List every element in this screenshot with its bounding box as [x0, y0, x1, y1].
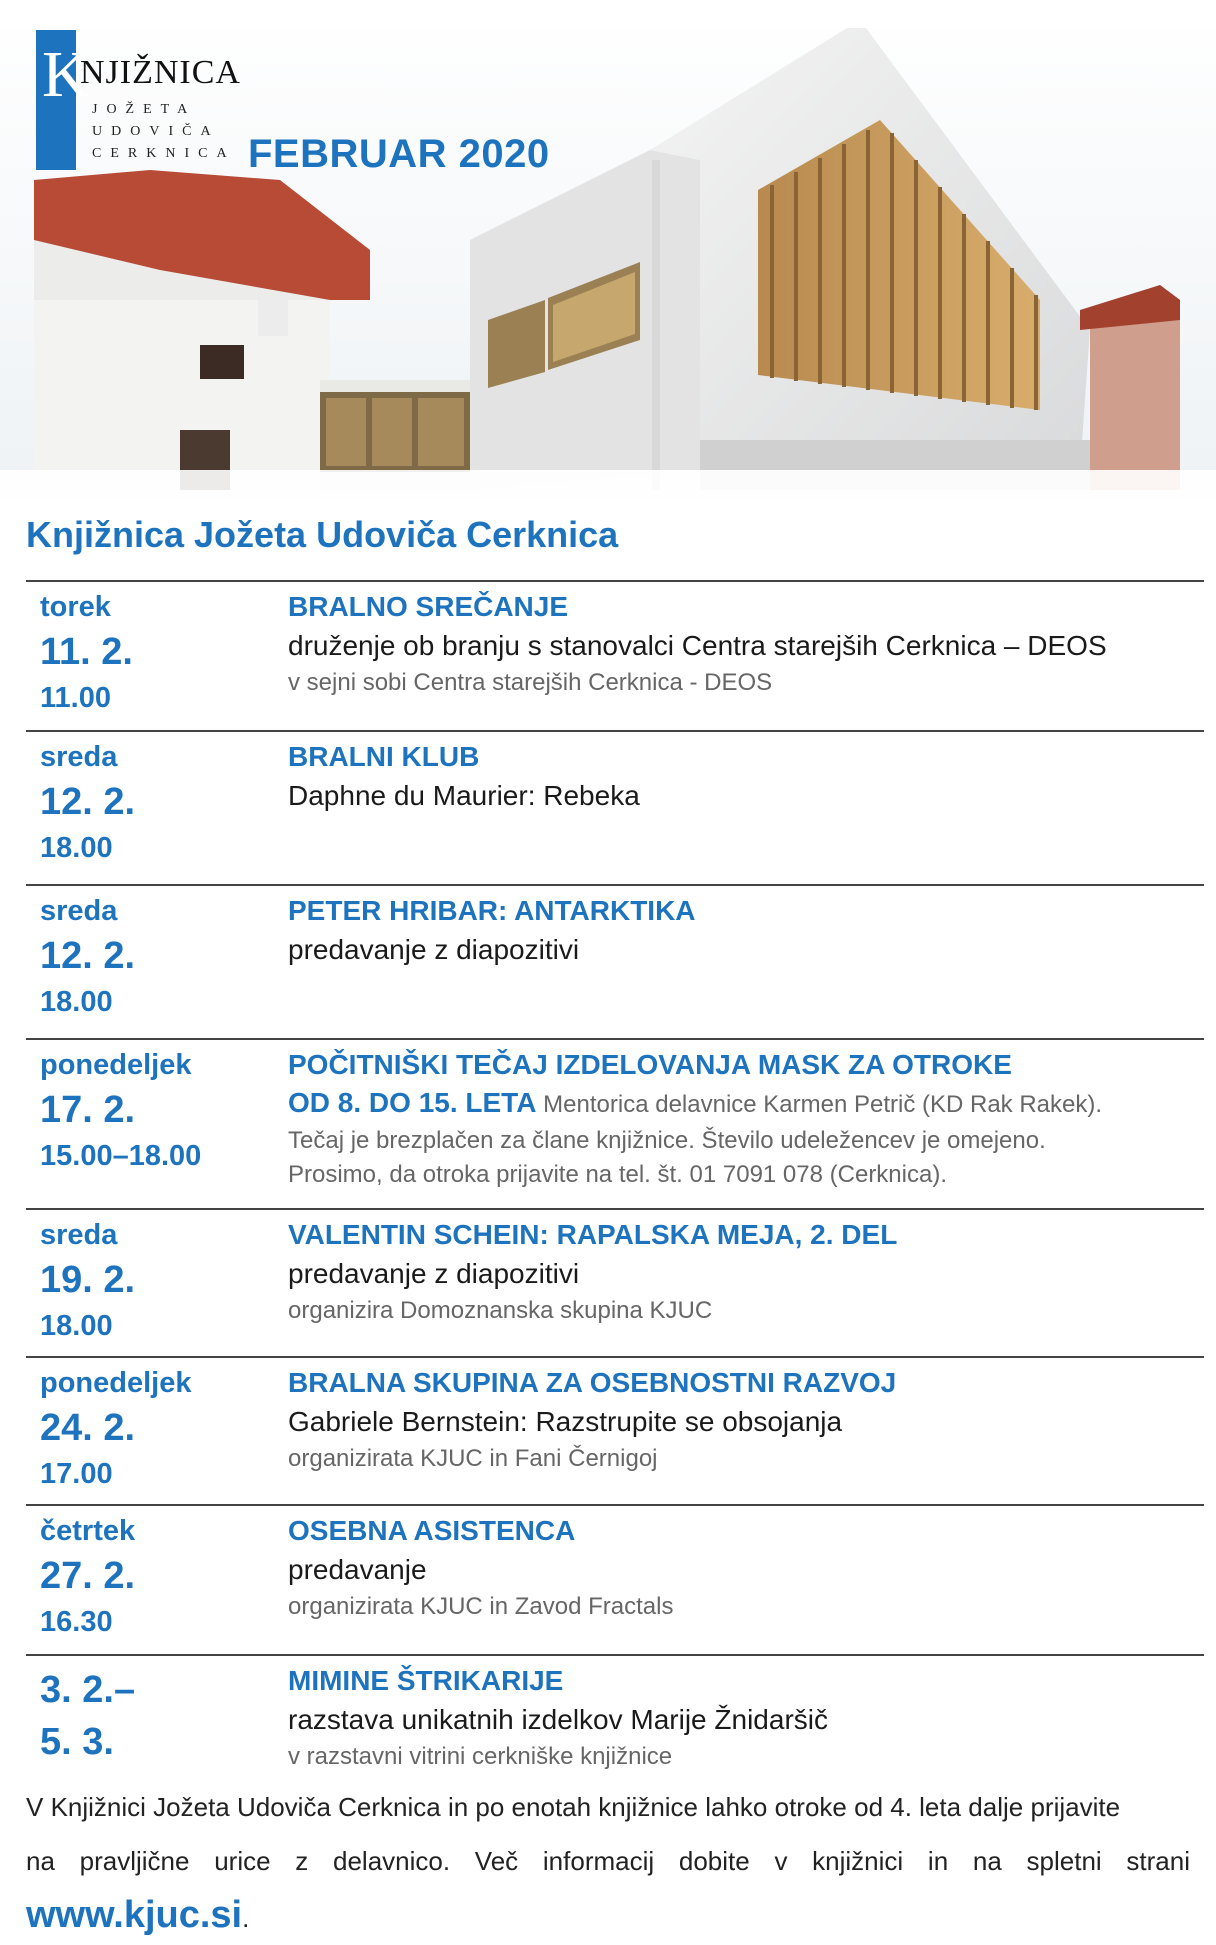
event-mentor-note: Mentorica delavnice Karmen Petrič (KD Rak Rakek). [543, 1091, 1103, 1118]
event-row [26, 1356, 1204, 1504]
event-title: BRALNA SKUPINA ZA OSEBNOSTNI RAZVOJ [288, 1367, 897, 1398]
event-details [288, 1046, 1204, 1192]
event-time: 16.30 [40, 1606, 113, 1638]
event-description: druženje ob branju s stanovalci Centra starejših Cerknica – DEOS [288, 630, 1107, 661]
event-title-continued [288, 1084, 1204, 1124]
event-day: ponedeljek [40, 1367, 192, 1399]
event-title: VALENTIN SCHEIN: RAPALSKA MEJA, 2. DEL [288, 1219, 898, 1250]
library-logo [36, 30, 241, 170]
event-title: MIMINE ŠTRIKARIJE [288, 1665, 564, 1696]
event-datetime [40, 892, 280, 1022]
event-title-line-2: OD 8. DO 15. LETA [288, 1087, 536, 1118]
event-description: predavanje z diapozitivi [288, 1258, 580, 1289]
event-description: razstava unikatnih izdelkov Marije Žnidaršič [288, 1704, 828, 1735]
event-date-end: 5. 3. [40, 1721, 114, 1763]
event-datetime [40, 588, 280, 718]
event-row [26, 1504, 1204, 1654]
footer-line-2: na pravljične urice z delavnico. Več informacij dobite v knjižnici in na spletni strani [26, 1846, 1190, 1876]
logo-letter: K [42, 38, 90, 111]
event-day: sreda [40, 1219, 118, 1251]
event-date: 24. 2. [40, 1407, 136, 1449]
event-title: POČITNIŠKI TEČAJ IZDELOVANJA MASK ZA OTROKE [288, 1049, 1012, 1080]
event-note: organizirata KJUC in Zavod Fractals [288, 1593, 674, 1620]
event-date: 12. 2. [40, 935, 136, 977]
event-datetime [40, 1664, 280, 1768]
event-details [288, 1364, 1204, 1476]
event-time: 11.00 [40, 682, 111, 714]
event-note: v sejni sobi Centra starejših Cerknica - DEOS [288, 669, 773, 696]
event-details [288, 1216, 1204, 1328]
event-date: 11. 2. [40, 631, 133, 673]
logo-letter-block [36, 30, 90, 170]
event-note: organizirata KJUC in Fani Černigoj [288, 1445, 658, 1472]
event-description: Gabriele Bernstein: Razstrupite se obsojanja [288, 1406, 843, 1437]
event-description: Daphne du Maurier: Rebeka [288, 780, 640, 811]
logo-line-3: CERKNICA [92, 146, 236, 161]
event-date-start: 3. 2.– [40, 1669, 136, 1711]
event-date: 19. 2. [40, 1259, 136, 1301]
event-row [26, 730, 1204, 884]
logo-title: NJIŽNICA [80, 54, 241, 91]
event-details [288, 1662, 1204, 1774]
logo-line-1: JOŽETA [92, 102, 197, 117]
event-description: predavanje [288, 1554, 427, 1585]
footer-end: . [242, 1903, 250, 1933]
event-time: 17.00 [40, 1458, 113, 1490]
footer-line-1: V Knjižnici Jožeta Udoviča Cerknica in po enotah knjižnice lahko otroke od 4. leta dalje prijavite [26, 1792, 1121, 1822]
event-row [26, 884, 1204, 1038]
logo-line-2: UDOVIČA [92, 124, 220, 139]
event-day: sreda [40, 741, 118, 773]
event-day: sreda [40, 895, 118, 927]
event-datetime [40, 1512, 280, 1642]
event-time: 15.00–18.00 [40, 1140, 202, 1172]
event-note: Tečaj je brezplačen za člane knjižnice. Število udeležencev je omejeno. [288, 1127, 1046, 1154]
month-heading: FEBRUAR 2020 [248, 132, 550, 176]
event-details [288, 588, 1204, 700]
event-datetime [40, 738, 280, 868]
event-time: 18.00 [40, 986, 113, 1018]
event-details [288, 892, 1204, 970]
header [0, 0, 1216, 500]
event-date: 12. 2. [40, 781, 136, 823]
event-details [288, 1512, 1204, 1624]
event-datetime [40, 1216, 280, 1346]
event-date: 17. 2. [40, 1089, 136, 1131]
event-datetime [40, 1046, 280, 1176]
event-note: v razstavni vitrini cerkniške knjižnice [288, 1743, 673, 1770]
event-time: 18.00 [40, 1310, 113, 1342]
event-day: torek [40, 591, 111, 623]
event-datetime [40, 1364, 280, 1494]
website-link[interactable]: www.kjuc.si [26, 1894, 243, 1936]
footer-info [26, 1780, 1190, 1945]
event-row [26, 580, 1204, 730]
event-day: ponedeljek [40, 1049, 192, 1081]
event-date: 27. 2. [40, 1555, 136, 1597]
library-title: Knjižnica Jožeta Udoviča Cerknica [26, 514, 619, 555]
event-note-signup: Prosimo, da otroka prijavite na tel. št. 01 7091 078 (Cerknica). [288, 1161, 947, 1188]
event-time: 18.00 [40, 832, 113, 864]
event-details [288, 738, 1204, 816]
event-row [26, 1654, 1204, 1786]
event-row [26, 1208, 1204, 1356]
event-description: predavanje z diapozitivi [288, 934, 580, 965]
events-list [26, 580, 1204, 1786]
event-title: BRALNO SREČANJE [288, 591, 569, 622]
event-title: OSEBNA ASISTENCA [288, 1515, 576, 1546]
event-note: organizira Domoznanska skupina KJUC [288, 1297, 713, 1324]
event-title: PETER HRIBAR: ANTARKTIKA [288, 895, 696, 926]
event-row [26, 1038, 1204, 1208]
event-title: BRALNI KLUB [288, 741, 480, 772]
event-day: četrtek [40, 1515, 136, 1547]
